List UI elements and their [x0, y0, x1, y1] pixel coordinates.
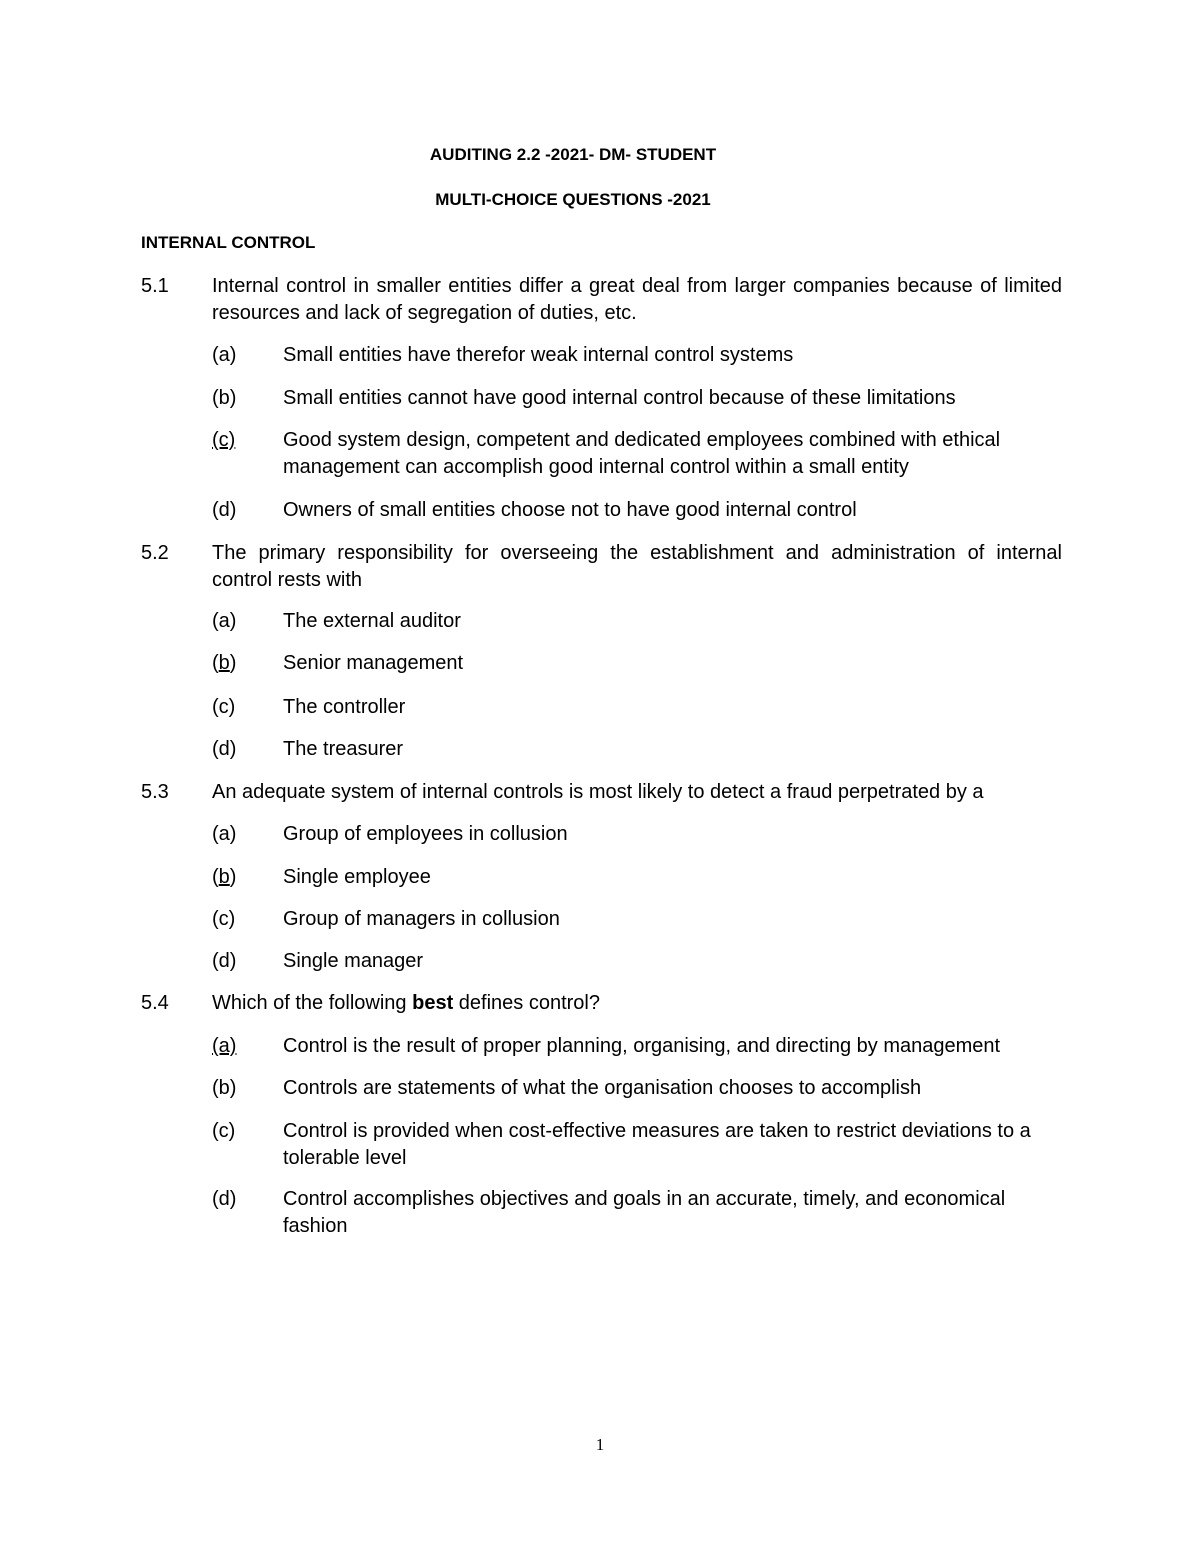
option-text: Control is the result of proper planning, organising, and directing by management — [283, 1035, 1001, 1057]
option-text: The external auditor — [283, 610, 461, 632]
option-text: Small entities cannot have good internal control because of these limitations — [283, 387, 956, 409]
option-text: Control accomplishes objectives and goals in an accurate, timely, and economical fashion — [283, 1188, 1006, 1237]
option-text: Senior management — [283, 652, 464, 674]
option-text: Owners of small entities choose not to have good internal control — [283, 499, 857, 521]
page-number: 1 — [595, 1435, 605, 1454]
option-letter: (b) — [212, 1077, 237, 1099]
question-text: The primary responsibility for overseeing the establishment and administration of internal control rests with — [212, 542, 1062, 591]
option-text: The treasurer — [283, 738, 404, 760]
question-number: 5.1 — [141, 275, 169, 297]
question-number: 5.4 — [141, 992, 169, 1014]
option-letter: (d) — [212, 738, 237, 760]
question-text: Internal control in smaller entities differ a great deal from larger companies because of limited resources and lack of segregation of duties, etc. — [212, 275, 1062, 324]
option-text: Small entities have therefor weak internal control systems — [283, 344, 794, 366]
question-text: Which of the following best defines control? — [212, 992, 600, 1014]
option-letter: (b) — [212, 387, 237, 409]
document-subtitle: MULTI-CHOICE QUESTIONS -2021 — [435, 190, 711, 209]
question-text: An adequate system of internal controls is most likely to detect a fraud perpetrated by a — [212, 781, 984, 803]
option-letter: (c) — [212, 908, 236, 930]
question-number: 5.2 — [141, 542, 169, 564]
option-text: Controls are statements of what the organisation chooses to accomplish — [283, 1077, 922, 1099]
option-text: Group of employees in collusion — [283, 823, 568, 845]
option-letter: (c) — [212, 696, 236, 718]
option-letter-answer: (c) — [212, 429, 236, 451]
option-text: The controller — [283, 696, 406, 718]
option-letter: (c) — [212, 1120, 236, 1142]
document-title: AUDITING 2.2 -2021- DM- STUDENT — [429, 145, 717, 164]
emphasis-best: best — [412, 992, 454, 1014]
option-text: Control is provided when cost-effective measures are taken to restrict deviations to a tolerable level — [283, 1120, 1031, 1169]
option-letter-answer: (b) — [212, 652, 237, 674]
option-letter: (d) — [212, 950, 237, 972]
option-text: Single manager — [283, 950, 424, 972]
question-number: 5.3 — [141, 781, 169, 803]
option-text: Single employee — [283, 866, 431, 888]
section-heading: INTERNAL CONTROL — [141, 233, 316, 252]
option-letter: (a) — [212, 823, 237, 845]
option-letter: (d) — [212, 499, 237, 521]
option-letter: (d) — [212, 1188, 237, 1210]
option-letter: (a) — [212, 610, 237, 632]
option-letter-answer: (a) — [212, 1035, 237, 1057]
option-letter: (a) — [212, 344, 237, 366]
option-text: Good system design, competent and dedicated employees combined with ethical management can accomplish good internal control within a small entity — [283, 429, 1001, 478]
option-text: Group of managers in collusion — [283, 908, 560, 930]
option-letter-answer: (b) — [212, 866, 237, 888]
